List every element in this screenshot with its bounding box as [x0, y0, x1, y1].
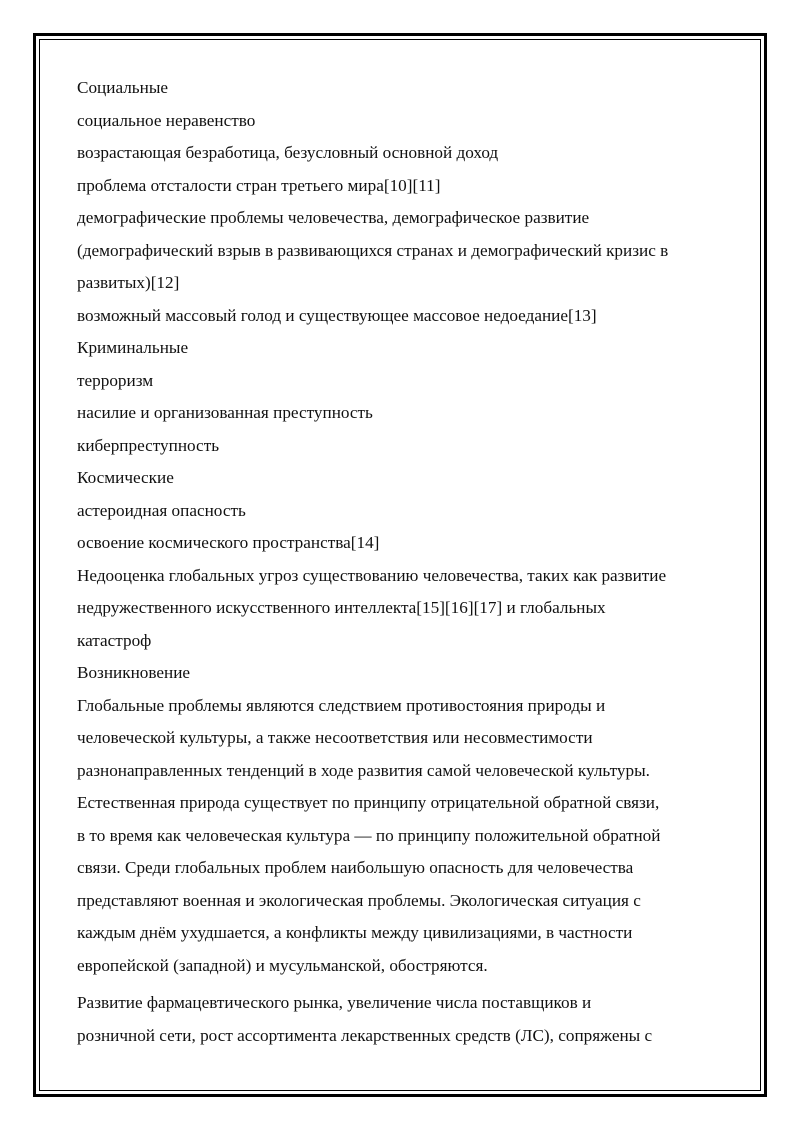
- list-item: проблема отсталости стран третьего мира[10][11]: [77, 175, 441, 195]
- list-item: социальное неравенство: [77, 110, 256, 130]
- paragraph-line: Глобальные проблемы являются следствием противостояния природы и: [77, 695, 606, 715]
- list-item: насилие и организованная преступность: [77, 403, 373, 422]
- list-item: возрастающая безработица, безусловный основной доход: [77, 143, 499, 162]
- paragraph-line: человеческой культуры, а также несоответствия или несовместимости: [77, 728, 593, 747]
- section-heading-social: Социальные: [77, 78, 169, 97]
- section-heading-origin: Возникновение: [77, 663, 191, 682]
- paragraph-line: Естественная природа существует по принципу отрицательной обратной связи,: [77, 793, 660, 812]
- paragraph-line: в то время как человеческая культура — по принципу положительной обратной: [77, 825, 661, 845]
- paragraph-line: связи. Среди глобальных проблем наибольшую опасность для человечества: [77, 858, 634, 877]
- paragraph-line: разнонаправленных тенденций в ходе развития самой человеческой культуры.: [77, 760, 650, 780]
- paragraph-line: каждым днём ухудшается, а конфликты между цивилизациями, в частности: [77, 923, 633, 942]
- section-heading-criminal: Криминальные: [77, 338, 189, 357]
- paragraph-line: розничной сети, рост ассортимента лекарственных средств (ЛС), сопряжены с: [77, 1025, 653, 1045]
- paragraph-line: катастроф: [77, 630, 152, 650]
- list-item-continued: (демографический взрыв в развивающихся странах и демографический кризис в: [77, 240, 669, 260]
- paragraph-line: Недооценка глобальных угроз существованию человечества, таких как развитие: [77, 565, 667, 585]
- list-item: астероидная опасность: [77, 500, 246, 520]
- paragraph-line: европейской (западной) и мусульманской, обостряются.: [77, 955, 488, 975]
- paragraph-line: представляют военная и экологическая проблемы. Экологическая ситуация с: [77, 890, 641, 910]
- list-item: возможный массовый голод и существующее массовое недоедание[13]: [77, 305, 597, 325]
- section-heading-space: Космические: [77, 468, 174, 487]
- list-item-continued: развитых)[12]: [77, 273, 180, 292]
- paragraph-line: недружественного искусственного интеллекта[15][16][17] и глобальных: [77, 598, 606, 617]
- list-item: демографические проблемы человечества, демографическое развитие: [77, 208, 590, 227]
- paragraph-line: Развитие фармацевтического рынка, увеличение числа поставщиков и: [77, 993, 592, 1012]
- list-item: освоение космического пространства[14]: [77, 533, 380, 552]
- document-body: [77, 72, 737, 1052]
- list-item: киберпреступность: [77, 435, 220, 455]
- list-item: терроризм: [77, 370, 154, 390]
